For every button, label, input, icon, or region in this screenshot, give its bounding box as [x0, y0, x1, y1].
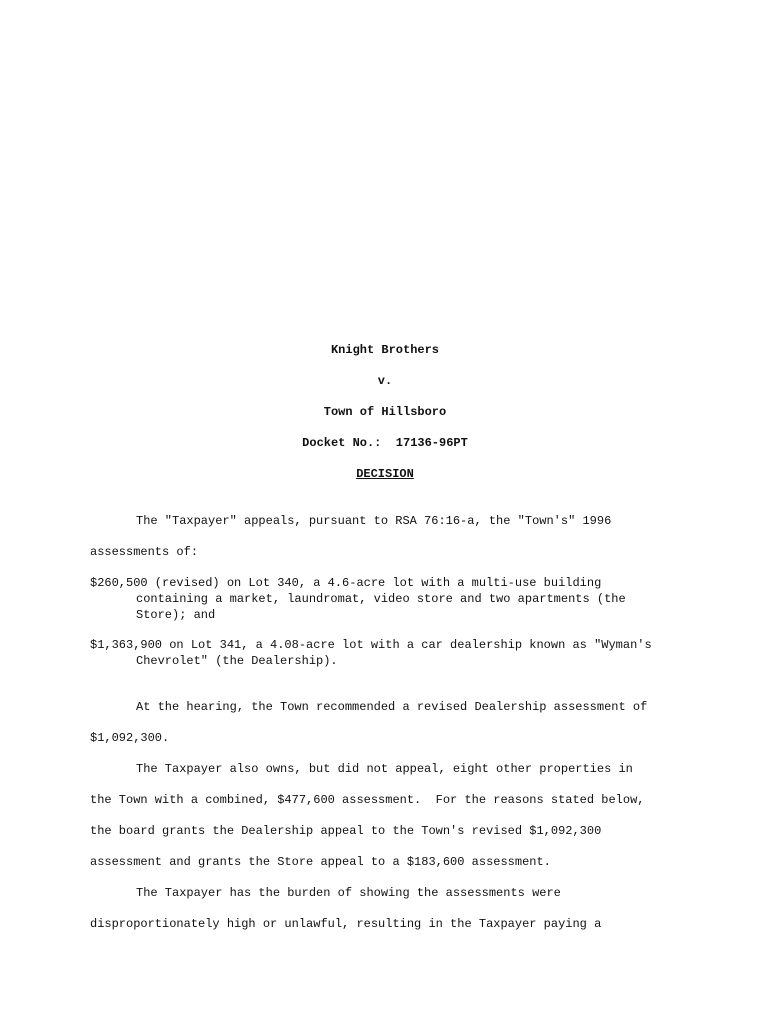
- paragraph-2-line-1: At the hearing, the Town recommended a revised Dealership assessment of: [136, 700, 648, 714]
- party-two-name: Town of Hillsboro: [323, 405, 447, 419]
- paragraph-4-line-1: The Taxpayer has the burden of showing the assessments were: [136, 886, 561, 900]
- party-one-name: Knight Brothers: [330, 343, 440, 357]
- docket-number: Docket No.: 17136-96PT: [302, 436, 468, 450]
- assessment-item-1-line-2: containing a market, laundromat, video store and two apartments (the: [136, 592, 626, 606]
- paragraph-4-line-2: disproportionately high or unlawful, resulting in the Taxpayer paying a: [90, 917, 602, 931]
- paragraph-3-line-3: the board grants the Dealership appeal to the Town's revised $1,092,300: [90, 824, 602, 838]
- paragraph-1-line-1: The "Taxpayer" appeals, pursuant to RSA 76:16-a, the "Town's" 1996: [136, 514, 612, 528]
- assessment-item-1-line-1: $260,500 (revised) on Lot 340, a 4.6-acre lot with a multi-use building: [90, 576, 602, 590]
- paragraph-3-line-1: The Taxpayer also owns, but did not appeal, eight other properties in: [136, 762, 633, 776]
- paragraph-3-line-2: the Town with a combined, $477,600 assessment. For the reasons stated below,: [90, 793, 645, 807]
- paragraph-2-line-2: $1,092,300.: [90, 731, 170, 745]
- versus-label: v.: [377, 374, 393, 388]
- decision-heading: DECISION: [356, 467, 414, 481]
- paragraph-1-line-2: assessments of:: [90, 545, 199, 559]
- assessment-item-2-line-2: Chevrolet" (the Dealership).: [136, 654, 338, 668]
- assessment-item-1-line-3: Store); and: [136, 608, 216, 622]
- paragraph-3-line-4: assessment and grants the Store appeal to a $183,600 assessment.: [90, 855, 551, 869]
- assessment-item-2-line-1: $1,363,900 on Lot 341, a 4.08-acre lot with a car dealership known as "Wyman's: [90, 638, 652, 652]
